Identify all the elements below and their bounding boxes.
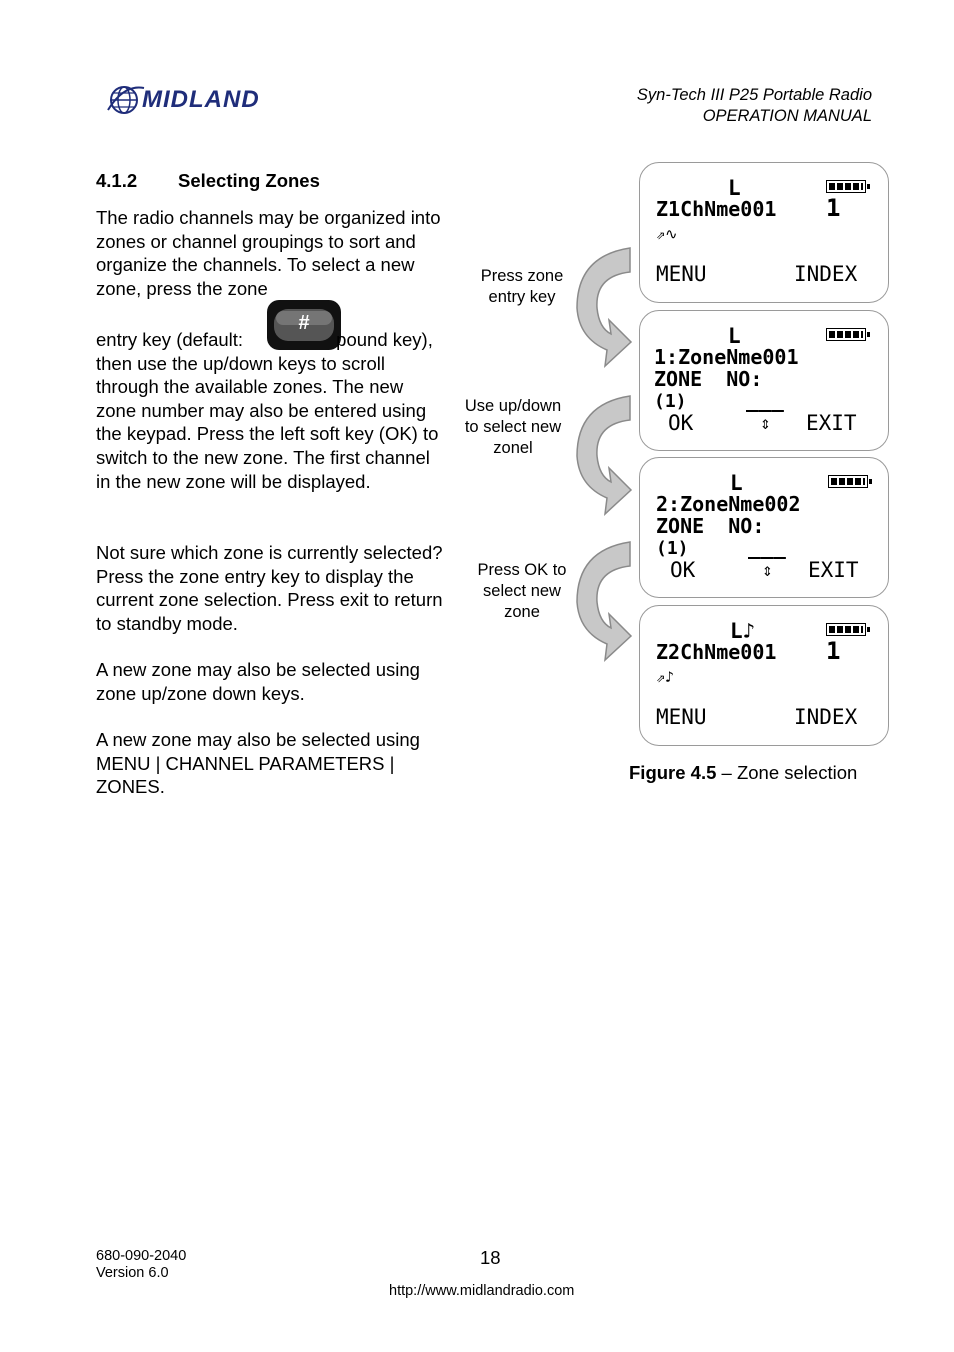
lcd-ok-softkey: OK (668, 411, 694, 435)
lcd-exit-softkey: EXIT (808, 558, 859, 582)
pound-key-symbol: # (298, 312, 310, 334)
header-manual: OPERATION MANUAL (702, 107, 872, 125)
paragraph-entry (96, 328, 446, 493)
figure-label: Figure 4.5 (629, 762, 717, 783)
paragraph-menu-path: A new zone may also be selected using MENU | CHANNEL PARAMETERS | ZONES. (96, 729, 420, 798)
updown-arrow-icon: ⇕ (760, 413, 771, 434)
lcd-zone-name: 1:ZoneNme001 (654, 345, 799, 369)
entry-suffix: pound key), then use the up/down keys to scroll through the available zones. The new zone number may also be entered using the keypad. Press the left soft key (OK) to switch to the new zone. The first channel in the new zone will be displayed. (96, 329, 439, 492)
step-caption-3: Press OK to select new zone (477, 561, 567, 621)
lcd-zone-entry: ___ (748, 535, 786, 559)
footer-version: Version 6.0 (96, 1265, 169, 1281)
globe-icon (106, 80, 146, 120)
footer-url: http://www.midlandradio.com (389, 1283, 575, 1299)
lcd-zone-entry: ___ (746, 388, 784, 412)
lcd-menu-softkey: MENU (656, 262, 707, 286)
paragraph-intro: The radio channels may be organized into zones or channel groupings to sort and organize the channels. To select a new zone, press the zone (96, 207, 441, 299)
lcd-status-icons: ⇗♪ (656, 668, 675, 686)
lcd-power-indicator: L♪ (730, 619, 756, 643)
lcd-power-indicator: L (728, 324, 741, 348)
header-product: Syn-Tech III P25 Portable Radio (636, 86, 872, 104)
lcd-index-softkey: INDEX (794, 262, 858, 286)
lcd-ok-softkey: OK (670, 558, 696, 582)
lcd-zone-name: 2:ZoneNme002 (656, 492, 801, 516)
curved-arrow-icon (575, 246, 635, 368)
footer-doc-info (96, 1248, 186, 1282)
step-caption-2: Use up/down to select new zonel (464, 397, 562, 457)
battery-icon (826, 623, 866, 636)
entry-prefix: entry key (default: (96, 329, 244, 350)
lcd-channel-number: 1 (826, 194, 841, 222)
lcd-channel-name: Z2ChNme001 (656, 640, 777, 664)
footer-doc-number: 680-090-2040 (96, 1248, 187, 1264)
midland-logo (106, 80, 306, 120)
lcd-screen-zone-select-1 (639, 310, 889, 451)
lcd-power-indicator: L (728, 176, 741, 200)
section-title: Selecting Zones (178, 170, 320, 191)
lcd-screen-zone-select-2 (639, 457, 889, 598)
lcd-index-softkey: INDEX (794, 705, 858, 729)
paragraph-current-zone: Not sure which zone is currently selected? Press the zone entry key to display the current zone selection. Press exit to return to standby mode. (96, 542, 443, 634)
curved-arrow-icon (575, 394, 635, 516)
battery-icon (826, 328, 866, 341)
step-caption-1: Press zone entry key (480, 267, 564, 306)
section-number: 4.1.2 (96, 170, 138, 191)
lcd-screen-standby-zone2 (639, 605, 889, 746)
lcd-power-indicator: L (730, 471, 743, 495)
lcd-menu-softkey: MENU (656, 705, 707, 729)
lcd-channel-number: 1 (826, 637, 841, 665)
lcd-zone-no-label: ZONE NO: (654, 367, 763, 391)
lcd-zone-no-label: ZONE NO: (656, 514, 765, 538)
lcd-exit-softkey: EXIT (806, 411, 857, 435)
page-number: 18 (480, 1247, 501, 1268)
logo-wordmark: MIDLAND (142, 86, 260, 113)
battery-icon (826, 180, 866, 193)
battery-icon (828, 475, 868, 488)
lcd-status-icons: ⇗∿ (656, 225, 678, 243)
updown-arrow-icon: ⇕ (762, 560, 773, 581)
paragraph-zone-keys: A new zone may also be selected using zone up/zone down keys. (96, 659, 420, 704)
lcd-channel-name: Z1ChNme001 (656, 197, 777, 221)
lcd-zone-index: (1) (654, 391, 687, 412)
figure-description: – Zone selection (716, 762, 858, 783)
curved-arrow-icon (575, 540, 635, 662)
lcd-screen-standby-zone1 (639, 162, 889, 303)
figure-caption (629, 762, 857, 784)
lcd-zone-index: (1) (656, 538, 689, 559)
